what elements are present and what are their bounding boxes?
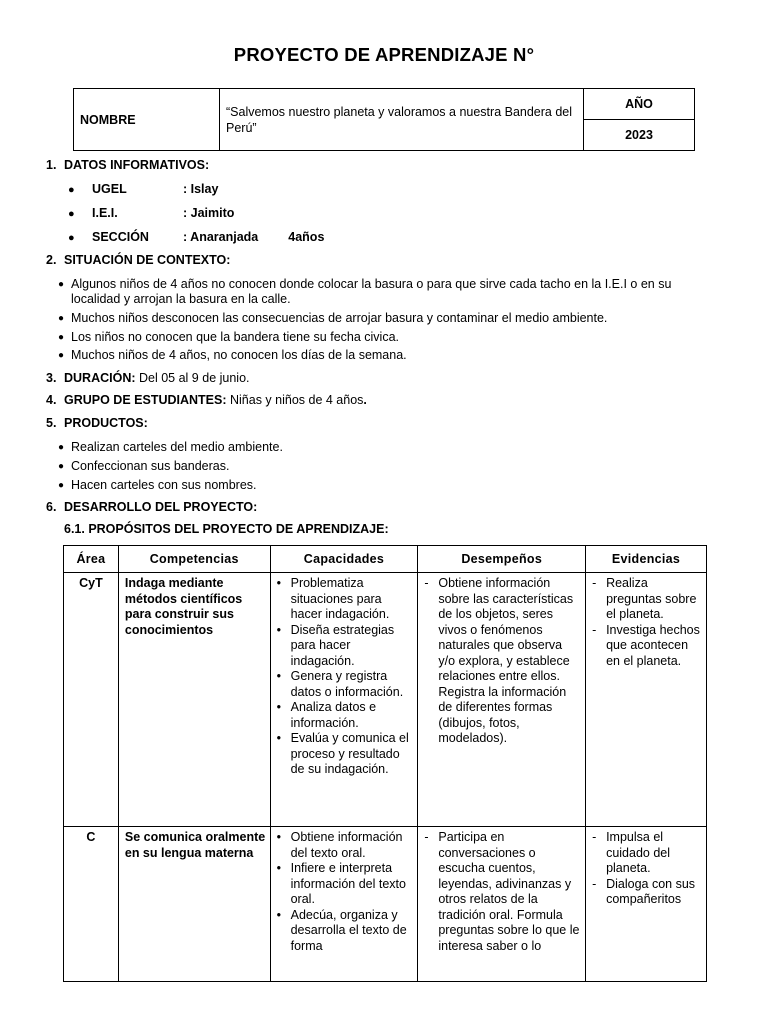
evidencias-cell — [586, 827, 707, 982]
section-6-heading: 6. DESARROLLO DEL PROYECTO: — [46, 500, 258, 514]
info-iei: ● I.E.I. : Jaimito — [68, 206, 235, 220]
info-seccion: ● SECCIÓN : Anaranjada 4años — [68, 230, 325, 244]
section-2-heading: 2. SITUACIÓN DE CONTEXTO: — [46, 253, 231, 267]
header-capacidades: Capacidades — [270, 546, 418, 573]
anio-value: 2023 — [584, 120, 695, 151]
list-item: • Problematiza situaciones para hacer indagación. — [276, 576, 390, 621]
desempenos-cell — [418, 573, 586, 827]
product-item: ● Confeccionan sus banderas. — [58, 459, 230, 473]
table-header-row — [64, 546, 707, 573]
purposes-table — [63, 545, 707, 982]
section-4-heading: 4. GRUPO DE ESTUDIANTES: Niñas y niños de 4 años. — [46, 393, 367, 407]
table-row — [64, 573, 707, 827]
subsection-6-1-heading: 6.1. PROPÓSITOS DEL PROYECTO DE APRENDIZAJE: — [64, 522, 389, 536]
header-table — [73, 88, 695, 151]
list-item: • Analiza datos e información. — [276, 700, 377, 730]
list-item: • Obtiene información del texto oral. — [276, 830, 403, 860]
context-item: ● Algunos niños de 4 años no conocen donde colocar la basura o para que sirve cada tacho en la I.E.I o en su localidad y arrojan la basura en la calle. — [58, 277, 672, 306]
page-title: PROYECTO DE APRENDIZAJE N° — [233, 44, 535, 65]
list-item: • Infiere e interpreta información del texto oral. — [276, 861, 406, 906]
area-cell: C — [64, 827, 119, 982]
header-evidencias: Evidencias — [586, 546, 707, 573]
list-item: - Investiga hechos que acontecen en el planeta. — [592, 622, 700, 668]
list-item: • Adecúa, organiza y desarrolla el texto de forma — [276, 907, 407, 953]
context-item: ● Muchos niños desconocen las consecuencias de arrojar basura y contaminar el medio ambiente. — [58, 311, 608, 325]
section-3-heading: 3. DURACIÓN: Del 05 al 9 de junio. — [46, 371, 250, 385]
header-desempenos: Desempeños — [418, 546, 586, 573]
capacidades-cell — [270, 573, 418, 827]
nombre-value: “Salvemos nuestro planeta y valoramos a nuestra Bandera del Perú” — [220, 89, 584, 151]
list-item: • Evalúa y comunica el proceso y resultado de su indagación. — [276, 731, 409, 776]
list-item: - Participa en conversaciones o escucha cuentos, leyendas, adivinanzas y otros relatos de la tradición oral. Formula preguntas sobre lo que le interesa saber o lo — [424, 830, 580, 953]
section-5-heading: 5. PRODUCTOS: — [46, 416, 148, 430]
product-item: ● Hacen carteles con sus nombres. — [58, 478, 257, 492]
context-item: ● Los niños no conocen que la bandera tiene su fecha civica. — [58, 330, 400, 344]
area-cell: CyT — [64, 573, 119, 827]
table-row — [64, 827, 707, 982]
header-area: Área — [64, 546, 119, 573]
capacidades-cell — [270, 827, 418, 982]
list-item: - Dialoga con sus compañeritos — [592, 876, 696, 906]
anio-label: AÑO — [584, 89, 695, 120]
list-item: • Diseña estrategias para hacer indagación. — [276, 622, 395, 668]
competencia-cell: Indaga mediante métodos científicos para construir sus conocimientos — [118, 573, 270, 827]
evidencias-cell — [586, 573, 707, 827]
product-item: ● Realizan carteles del medio ambiente. — [58, 440, 283, 454]
list-item: - Impulsa el cuidado del planeta. — [592, 830, 671, 875]
desempenos-cell — [418, 827, 586, 982]
header-competencias: Competencias — [118, 546, 270, 573]
info-ugel: ● UGEL : Islay — [68, 182, 219, 196]
list-item: - Obtiene información sobre las características de los objetos, seres vivos o fenómenos naturales que observa y/o explora, y establece relaciones entre ellos. Registra la información de diferentes formas (dibujos, fotos, modelados). — [424, 576, 574, 745]
context-item: ● Muchos niños de 4 años, no conocen los días de la semana. — [58, 348, 407, 362]
list-item: - Realiza preguntas sobre el planeta. — [592, 576, 697, 621]
list-item: • Genera y registra datos o información. — [276, 669, 404, 699]
section-1-heading: 1. DATOS INFORMATIVOS: — [46, 158, 210, 172]
nombre-label: NOMBRE — [74, 89, 220, 151]
competencia-cell: Se comunica oralmente en su lengua materna — [118, 827, 270, 982]
